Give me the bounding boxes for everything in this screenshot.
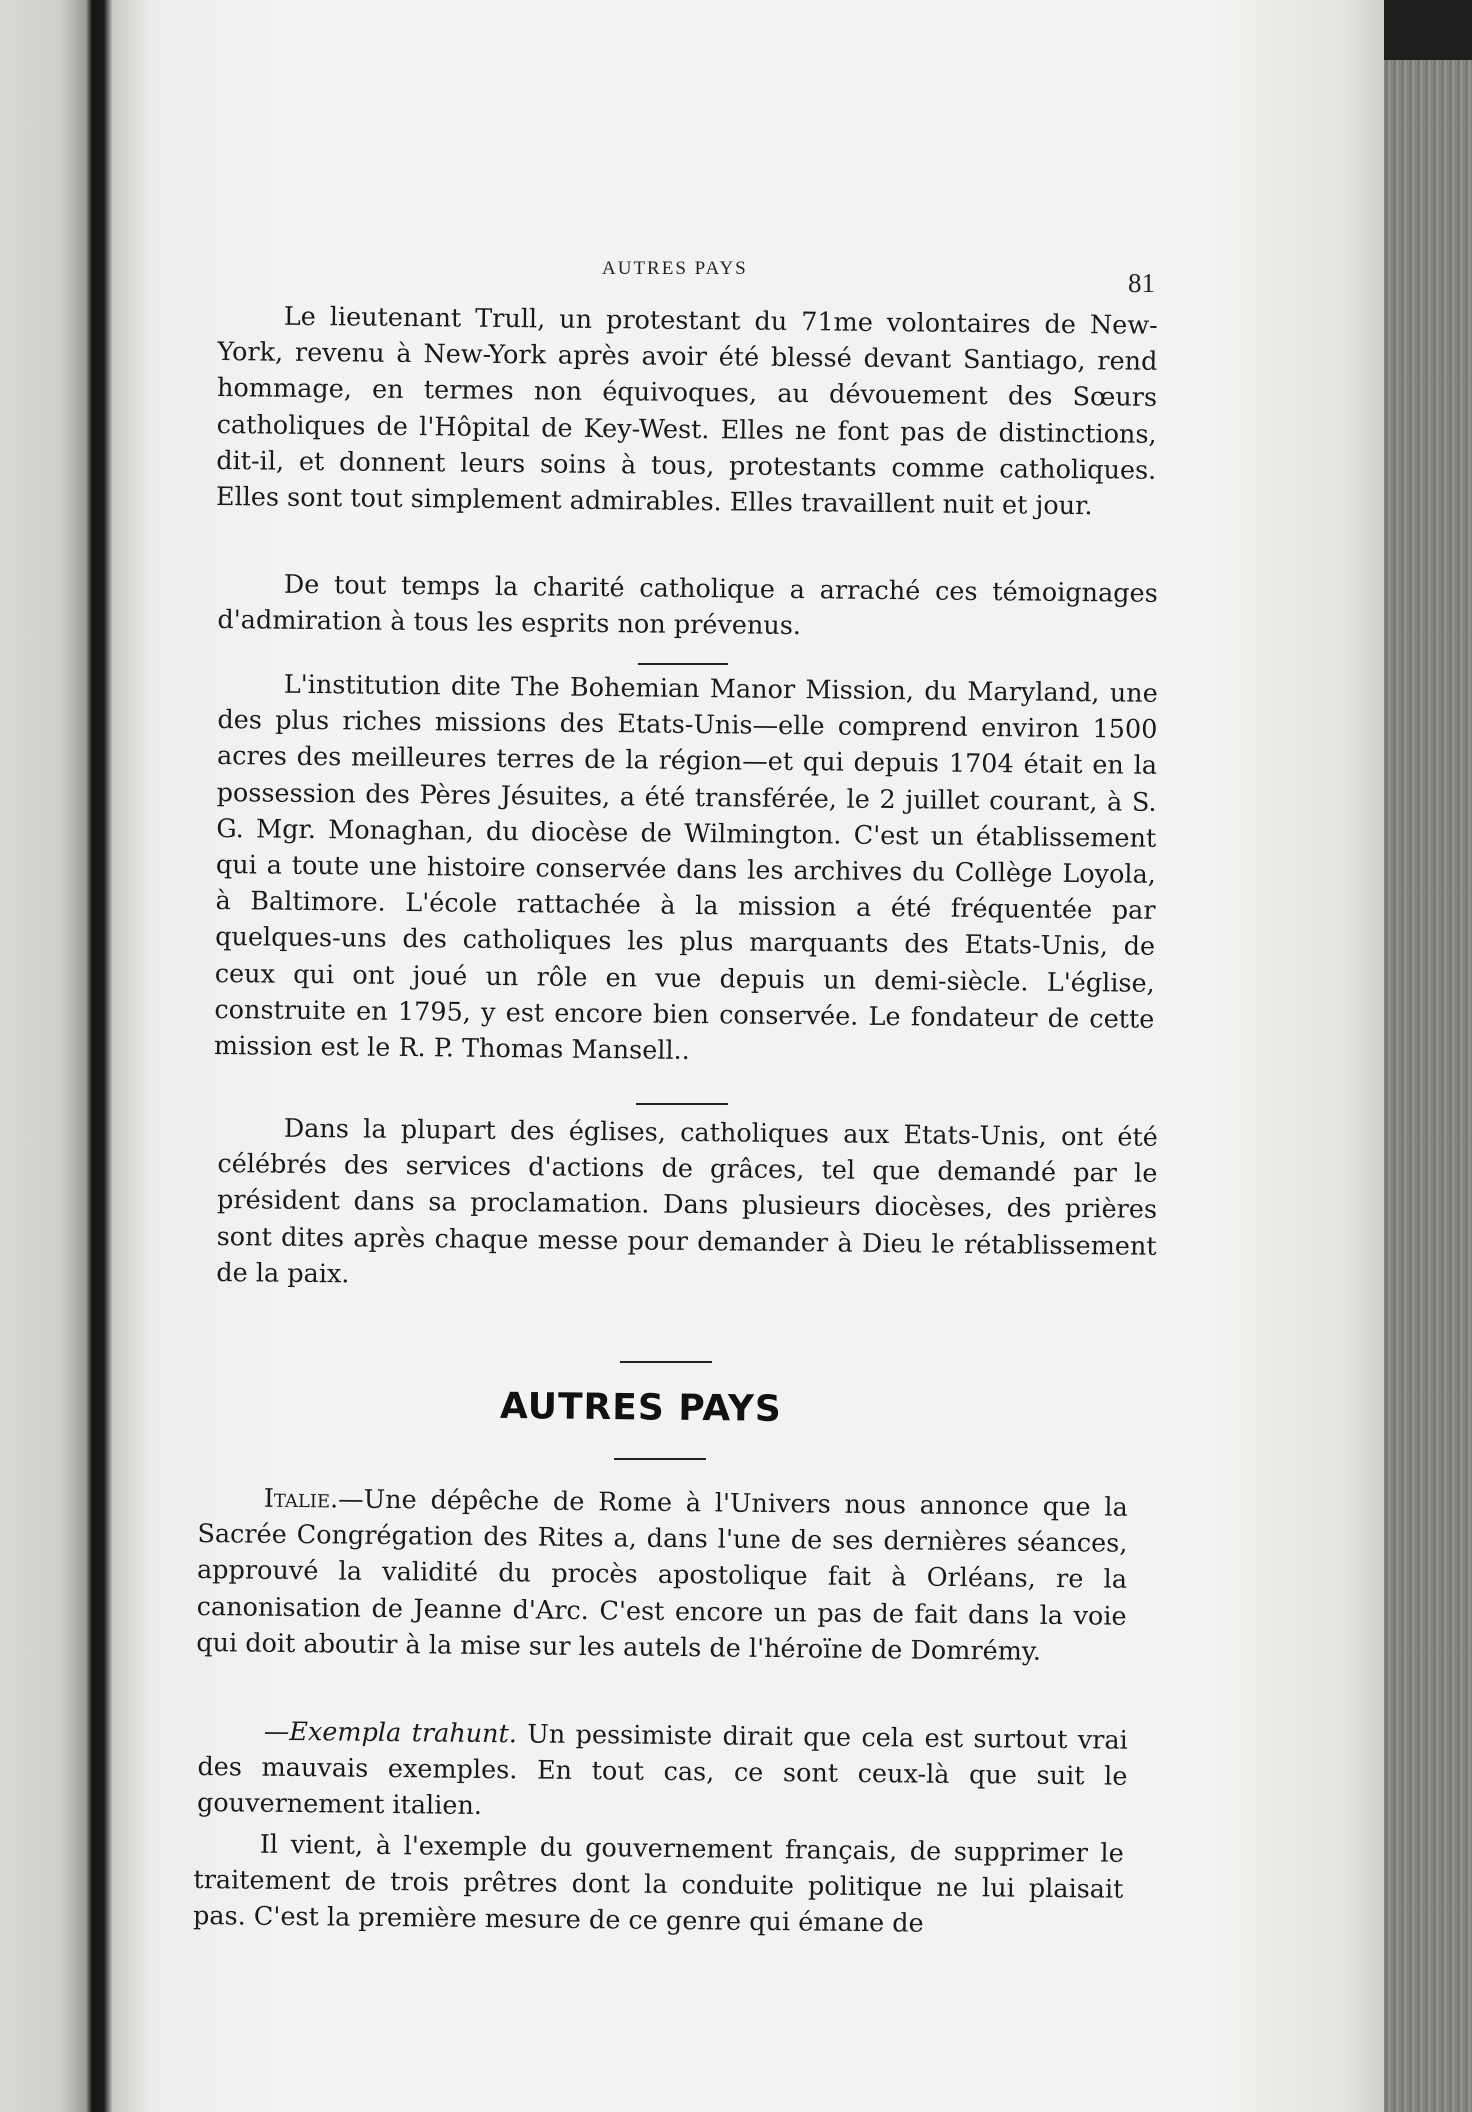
running-head: AUTRES PAYS [602, 258, 748, 279]
paragraph-suppression: Il vient, à l'exemple du gouvernement français, de supprimer le traitement de trois prêtres dont la conduite politique ne lui plaisait pas. C'est la première mesure de ce genre qui émane de [192, 1829, 1124, 1940]
paragraph-bohemian-manor: L'institution dite The Bohemian Manor Mission, du Maryland, une des plus riches missions des Etats-Unis—elle comprend environ 1500 acres des meilleures terres de la région—et qui depuis 1704 était en la possession des Pères Jésuites, a été transférée, le 2 juillet courant, à S. G. Mgr. Monaghan, du diocèse de Wilmington. C'est un établissement qui a toute une histoire conservée dans les archives du Collège Loyola, à Baltimore. L'école rattachée à la mission a été fréquentée par quelques-uns des catholiques les plus marquants des Etats-Unis, de ceux qui ont joué un rôle en vue depuis un demi-siècle. L'église, construite en 1795, y est encore bien conservée. Le fondateur de cette mission est le R. P. Thomas Mansell.. [213, 669, 1158, 1066]
section-heading: AUTRES PAYS [499, 1385, 783, 1430]
paragraph-body: Un pessimiste dirait que cela est surtout vrai des mauvais exemples. En tout cas, ce sont ceux-là que suit le gouvernement italien. [196, 1719, 1128, 1822]
section-divider [620, 1361, 712, 1363]
section-divider [636, 1103, 728, 1105]
paragraph-trull: Le lieutenant Trull, un protestant du 71me volontaires de New-York, revenu à New-York après avoir été blessé devant Santiago, rend hommage, en termes non équivoques, au dévouement des Sœurs catholiques de l'Hôpital de Key-West. Elles ne font pas de distinctions, dit-il, et donnent leurs soins à tous, protestants comme catholiques. Elles sont tout simplement admirables. Elles travaillent nuit et jour. [215, 301, 1158, 522]
paragraph-exempla [197, 1713, 1128, 1831]
paragraph-charite: De tout temps la charité catholique a arraché ces témoignages d'admiration à tous les esprits non prévenus. [217, 569, 1158, 642]
section-divider [614, 1458, 706, 1460]
page-number: 81 [1128, 268, 1155, 298]
book-top-shadow [1384, 0, 1472, 60]
paragraph-lead: —Exempla trahunt. [263, 1716, 518, 1750]
paragraph-body: —Une dépêche de Rome à l'Univers nous annonce que la Sacrée Congrégation des Rites a, dans l'une de ses dernières séances, approuvé la validité du procès apostolique fait à Orléans, re la canonisation de Jeanne d'Arc. C'est encore un pas de fait dans la voie qui doit aboutir à la mise sur les autels de l'héroïne de Domrémy. [196, 1484, 1128, 1667]
paragraph-actions-de-graces: Dans la plupart des églises, catholiques aux Etats-Unis, ont été célébrés des services d'actions de grâces, tel que demandé par le président dans sa proclamation. Dans plusieurs diocèses, des prières sont dites après chaque messe pour demander à Dieu le rétablissement de la paix. [216, 1113, 1158, 1290]
book-fore-edge [1384, 60, 1472, 2112]
paragraph-lead: Italie. [263, 1483, 339, 1515]
section-divider [638, 663, 728, 665]
book-binding-edge [0, 0, 112, 2112]
paragraph-italie [196, 1480, 1128, 1671]
